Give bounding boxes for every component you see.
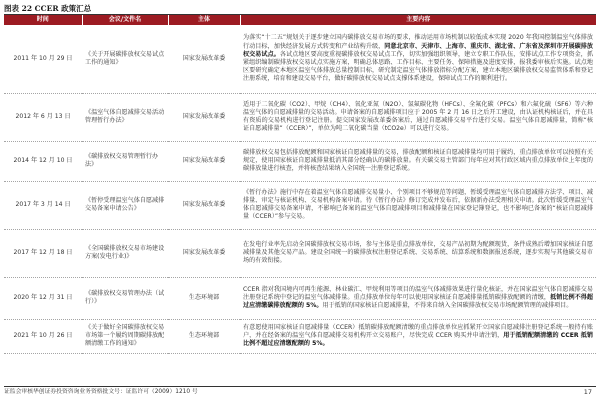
row-time: 2012 年 6 月 13 日 <box>4 93 82 141</box>
table-row <box>4 181 596 229</box>
row-time: 2017 年 12 月 18 日 <box>4 229 82 277</box>
row-subject: 国家发展改革委 <box>168 141 240 181</box>
row-time: 2017 年 3 月 14 日 <box>4 181 82 229</box>
header-time: 时间 <box>4 15 82 25</box>
table-header-row <box>4 15 596 25</box>
row-time: 2020 年 12 月 31 日 <box>4 277 82 319</box>
content-text: 温室气体自愿减排量，简称“核证自愿减排量”（CCER）”，单位为吨二氧化碳当量（tCO2e）可以进行交易。 <box>243 117 593 133</box>
row-time: 2014 年 12 月 10 日 <box>4 141 82 181</box>
content-text: 《暂行办法》施行中存在着温室气体自愿减排交易量小、个别项目不够规范等问题，暂缓受理温室气体自愿减排方法学、项目、减排量、审定与核证机构、交易机构备案申请。待《暂行办法》修订完成并发布后，依据新办法受理相关申请。此次暂缓受理温室气体自愿减排交易备案申请，不影响已备案的温室气体自愿减排项目和减排量在国家登记簿登记，也不影响已备案的“核证自愿减排量（CCER）”参与交易。 <box>243 188 593 221</box>
row-content <box>240 319 596 353</box>
row-time: 2021 年 10 月 26 日 <box>4 319 82 353</box>
table-row <box>4 229 596 277</box>
row-content <box>240 277 596 319</box>
table-body <box>4 25 596 353</box>
row-subject: 生态环境部 <box>168 277 240 319</box>
row-policy: 《温室气体自愿减排交易活动管理暂行办法》 <box>82 93 168 141</box>
row-policy: 《关于开展碳排放权交易试点工作的通知》 <box>82 25 168 93</box>
row-content <box>240 229 596 277</box>
header-subject: 主体 <box>168 15 240 25</box>
row-subject: 国家发展改革委 <box>168 25 240 93</box>
content-text: 在发电行业率先启动全国碳排放权交易市场，参与主体是重点排放单位，交易产品初期为配额现货，条件成熟后增加国家核证自愿减排量及其他交易产品。 <box>243 240 593 256</box>
row-content <box>240 93 596 141</box>
table-caption: 图表 22 CCER 政策汇总 <box>4 4 92 13</box>
table-row <box>4 25 596 93</box>
footer-disclaimer: 证监会审核华创证券投资咨询业务资格批文号：证监许可（2009）1210 号 <box>4 389 198 395</box>
table-row <box>4 93 596 141</box>
content-text: 碳排放权交易包括排放配额和国家核证自愿减排量的交易，排放配额和核证自愿减排量均可用于履约，重点排放单位可以按照有关规定，使用国家核证自愿减排量抵消其部分经确认的碳排放量。有关碳交易主管部门每年应对其行政区域内重点排放单位上年度的碳排放量进行核查，并将核查结果纳入全国统一注册登记系统。 <box>243 148 593 173</box>
row-policy: 《碳排放权交易管理暂行办法》 <box>82 141 168 181</box>
row-time: 2011 年 10 月 29 日 <box>4 25 82 93</box>
row-policy: 《暂停受理温室气体自愿减排交易备案申请公告》 <box>82 181 168 229</box>
content-emphasis: 用于抵销配额清缴的 CCER 抵销比例不超过应清缴配额的 5%。 <box>243 331 594 348</box>
row-subject: 生态环境部 <box>168 319 240 353</box>
row-subject: 国家发展改革委 <box>168 229 240 277</box>
content-text: 为落实“十二五”规划关于逐步建立国内碳排放交易市场的要求，推动运用市场机制以较低成本实现 2020 年我国控制温室气体排放行动目标，加快经济发展方式转变和产业结构升级， <box>243 34 593 50</box>
content-emphasis: 同意北京市、天津市、上海市、重庆市、湖北省、广东省及深圳市开展碳排放权交易试点。 <box>243 42 594 58</box>
row-policy: 《全国碳排放权交易市场建设方案(发电行业)》 <box>82 229 168 277</box>
row-policy: 《关于做好全国碳排放权交易市场第一个履约周期碳排放配额清缴工作的通知》 <box>82 319 168 353</box>
header-content: 主要内容 <box>240 15 596 25</box>
ccer-policy-table <box>4 15 596 354</box>
table-row <box>4 319 596 353</box>
content-text: CCER 指对我国境内可再生能源、林业碳汇、甲烷利用等项目的温室气体减排效果进行量化核证，并在国家温室气体自愿减排交易注册登记系统中登记的温室气体减排量。重点排放单位每年可以使用国家核证自愿减排量抵销碳排放配额的清缴， <box>243 285 593 301</box>
table-row <box>4 141 596 181</box>
row-content <box>240 25 596 93</box>
content-text: 用于抵销的国家核证自愿减排量，不得来自纳入全国碳排放权交易市场配额管理的减排项目。 <box>322 302 573 310</box>
row-subject: 国家发展改革委 <box>168 93 240 141</box>
page-number: 17 <box>583 388 592 396</box>
row-content <box>240 141 596 181</box>
header-policy: 会议/文件名 <box>82 15 168 25</box>
table-row <box>4 277 596 319</box>
content-text: 建设全国统一的碳排放权注册登记系统、交易系统、结算系统和数据报送系统，逐步实现与其他碳交易市场的有效衔接。 <box>243 248 594 265</box>
row-policy: 《碳排放权交易管理办法（试行）》 <box>82 277 168 319</box>
content-text: 各试点地区要高度重视碳排放权交易试点工作，切实加强组织领导，建立专职工作队伍，安排试点工作专项资金，抓紧组织编制碳排放权交易试点实施方案，明确总体思路、工作目标、主要任务、保障措施及进度安排，报我委审核后实施。试点地区要研究确定本地区温室气体排放总量控制目标，研究制定温室气体排放指标分配方案，建立本地区碳排放权交易监管体系和登记注册系统，培育和建设交易平台，做好碳排放权交易试点支撑体系建设，保障试点工作的顺利进行。 <box>243 50 594 82</box>
content-emphasis: 抵销比例不得超过应清缴碳排放配额的 5%。 <box>243 293 594 310</box>
footer-rule <box>4 386 596 387</box>
content-text: 适用于二氧化碳（CO2）、甲烷（CH4）、氧化亚氮（N2O）、氢氟碳化物（HFCs）、全氟化碳（PFCs）和六氟化硫（SF6）等六种温室气体的自愿减排量的交易活动。申请备案的自愿减排项目应于 2005 年 2 月 16 日之后开工建设，由认证机构核证后，并在具有资质的交易机构进行登记注册。提交国家发展改革委备案后，通过自愿减排交易平台进行交易。 <box>243 100 593 124</box>
row-content <box>240 181 596 229</box>
content-text: 有意愿使用国家核证自愿减排量（CCER）抵销碳排放配额清缴的重点排放单位应抓紧开立国家自愿减排注册登记系统一般持有账户，并在经备案的温室气体自愿减排交易机构开立交易账户，尽快完成 CCER 购买并申请注销， <box>243 323 593 339</box>
row-subject: 国家发展改革委 <box>168 181 240 229</box>
